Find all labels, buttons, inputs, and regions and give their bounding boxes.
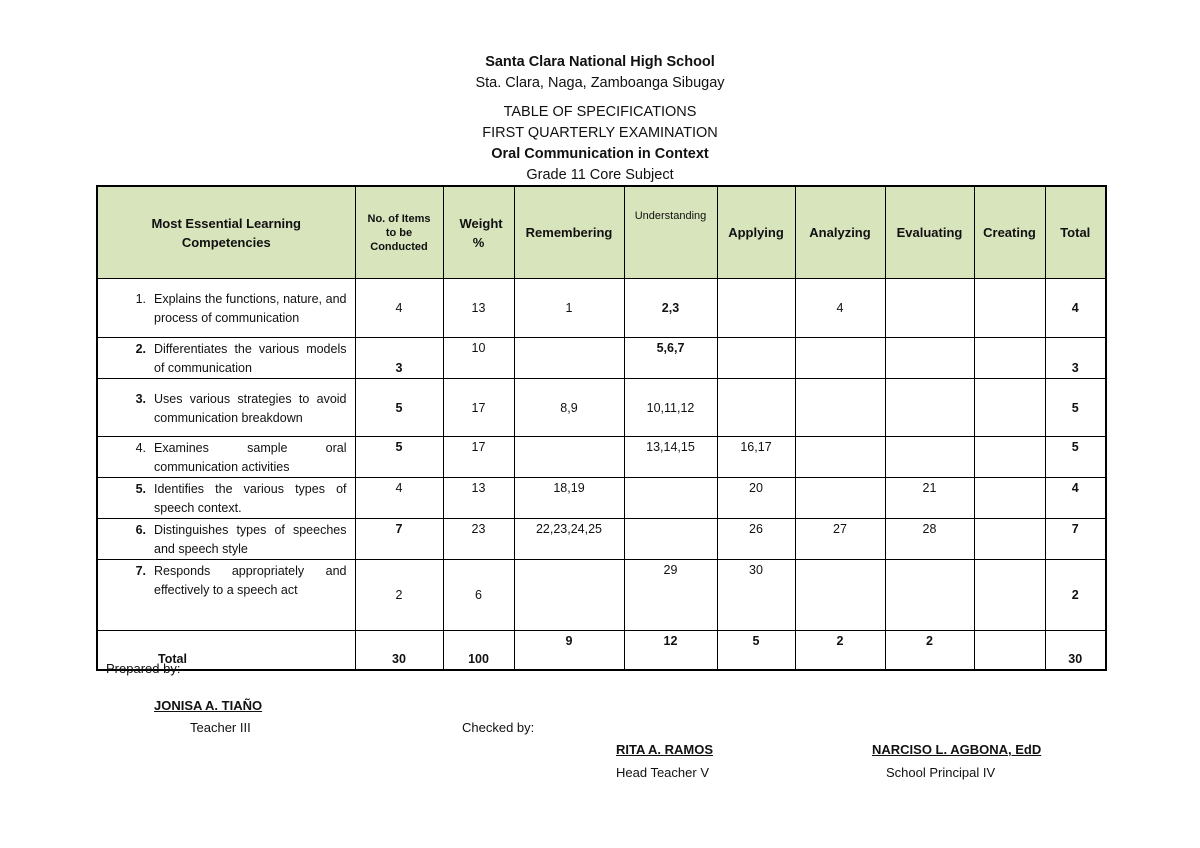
creating-cell [974, 437, 1045, 478]
preparer-title: Teacher III [190, 720, 251, 735]
row-number: 5. [135, 482, 146, 496]
analyzing-cell [795, 560, 885, 631]
prepared-by-label: Prepared by: [106, 661, 181, 676]
remembering-cell: 8,9 [514, 379, 624, 437]
totals-applying: 5 [717, 631, 795, 670]
items-cell: 4 [355, 279, 443, 338]
evaluating-cell [885, 338, 974, 379]
row-number: 2. [135, 342, 146, 356]
totals-row [97, 631, 1106, 670]
document-titles [0, 102, 1200, 186]
row-number: 3. [135, 391, 146, 406]
totals-label: Total [97, 631, 355, 670]
understanding-cell: 29 [624, 560, 717, 631]
applying-cell: 20 [717, 478, 795, 519]
competency-cell [97, 379, 355, 437]
col-remembering: Remembering [514, 186, 624, 279]
weight-cell: 13 [443, 478, 514, 519]
table-row [97, 338, 1106, 379]
specifications-table [96, 185, 1107, 671]
competency-cell [97, 519, 355, 560]
total-cell: 5 [1045, 379, 1106, 437]
table-row [97, 279, 1106, 338]
weight-cell: 13 [443, 279, 514, 338]
applying-cell [717, 338, 795, 379]
col-understanding: Understanding [624, 186, 717, 279]
competency-text: Responds appropriately and effectively to a speech act [154, 564, 347, 597]
row-number: 4. [135, 441, 146, 455]
evaluating-cell [885, 437, 974, 478]
weight-cell: 23 [443, 519, 514, 560]
total-cell: 7 [1045, 519, 1106, 560]
table-row [97, 478, 1106, 519]
analyzing-cell: 27 [795, 519, 885, 560]
total-cell: 2 [1045, 560, 1106, 631]
col-competencies: Most Essential Learning Competencies [97, 186, 355, 279]
items-cell: 2 [355, 560, 443, 631]
totals-items: 30 [355, 631, 443, 670]
creating-cell [974, 338, 1045, 379]
applying-cell [717, 279, 795, 338]
creating-cell [974, 478, 1045, 519]
col-creating: Creating [974, 186, 1045, 279]
understanding-cell: 10,11,12 [624, 379, 717, 437]
preparer-name: JONISA A. TIAÑO [154, 698, 263, 713]
competency-cell [97, 478, 355, 519]
weight-cell: 6 [443, 560, 514, 631]
document-header [0, 52, 1200, 94]
creating-cell [974, 279, 1045, 338]
col-items: No. of Items to be Conducted [355, 186, 443, 279]
analyzing-cell [795, 478, 885, 519]
applying-cell: 30 [717, 560, 795, 631]
evaluating-cell: 21 [885, 478, 974, 519]
totals-evaluating: 2 [885, 631, 974, 670]
remembering-cell [514, 560, 624, 631]
checker1-title: Head Teacher V [616, 765, 709, 780]
applying-cell: 26 [717, 519, 795, 560]
weight-cell: 17 [443, 379, 514, 437]
evaluating-cell [885, 560, 974, 631]
items-cell: 3 [355, 338, 443, 379]
exam-title: FIRST QUARTERLY EXAMINATION [482, 125, 718, 141]
competency-text: Explains the functions, nature, and process of communication [154, 292, 347, 325]
weight-cell: 10 [443, 338, 514, 379]
totals-remembering: 9 [514, 631, 624, 670]
analyzing-cell [795, 338, 885, 379]
understanding-cell [624, 519, 717, 560]
competency-text: Differentiates the various models of communication [154, 342, 347, 375]
totals-total: 30 [1045, 631, 1106, 670]
creating-cell [974, 560, 1045, 631]
col-applying: Applying [717, 186, 795, 279]
evaluating-cell: 28 [885, 519, 974, 560]
competency-text: Examines sample oral communication activities [154, 441, 347, 474]
totals-weight: 100 [443, 631, 514, 670]
competency-text: Uses various strategies to avoid communication breakdown [154, 391, 347, 425]
competency-text: Distinguishes types of speeches and speech style [154, 523, 347, 556]
items-cell: 5 [355, 379, 443, 437]
col-analyzing: Analyzing [795, 186, 885, 279]
row-number: 6. [135, 523, 146, 537]
checker2-name: NARCISO L. AGBONA, EdD [872, 742, 1042, 757]
col-weight: Weight % [443, 186, 514, 279]
checked-by-label: Checked by: [462, 720, 535, 735]
analyzing-cell [795, 437, 885, 478]
totals-creating [974, 631, 1045, 670]
competency-cell [97, 279, 355, 338]
col-total: Total [1045, 186, 1106, 279]
total-cell: 5 [1045, 437, 1106, 478]
col-evaluating: Evaluating [885, 186, 974, 279]
items-cell: 5 [355, 437, 443, 478]
total-cell: 4 [1045, 478, 1106, 519]
remembering-cell: 22,23,24,25 [514, 519, 624, 560]
doc-title: TABLE OF SPECIFICATIONS [503, 104, 697, 120]
understanding-cell: 13,14,15 [624, 437, 717, 478]
creating-cell [974, 519, 1045, 560]
creating-cell [974, 379, 1045, 437]
table-row [97, 437, 1106, 478]
table-header-row [97, 186, 1106, 279]
checker1-name: RITA A. RAMOS [616, 742, 714, 757]
competency-text: Identifies the various types of speech context. [154, 482, 347, 515]
row-number: 7. [135, 564, 146, 578]
table-row [97, 560, 1106, 631]
checker2-title: School Principal IV [886, 765, 996, 780]
school-name: Santa Clara National High School [485, 54, 715, 70]
remembering-cell [514, 338, 624, 379]
subject-title: Oral Communication in Context [491, 146, 709, 162]
analyzing-cell [795, 379, 885, 437]
applying-cell [717, 379, 795, 437]
table-row [97, 519, 1106, 560]
table-row [97, 379, 1106, 437]
weight-cell: 17 [443, 437, 514, 478]
competency-cell [97, 437, 355, 478]
applying-cell: 16,17 [717, 437, 795, 478]
analyzing-cell: 4 [795, 279, 885, 338]
competency-cell [97, 560, 355, 631]
remembering-cell: 18,19 [514, 478, 624, 519]
school-address: Sta. Clara, Naga, Zamboanga Sibugay [475, 75, 725, 91]
grade-title: Grade 11 Core Subject [526, 167, 674, 183]
understanding-cell: 2,3 [624, 279, 717, 338]
evaluating-cell [885, 279, 974, 338]
competency-cell [97, 338, 355, 379]
understanding-cell [624, 478, 717, 519]
items-cell: 7 [355, 519, 443, 560]
totals-understanding: 12 [624, 631, 717, 670]
total-cell: 4 [1045, 279, 1106, 338]
total-cell: 3 [1045, 338, 1106, 379]
remembering-cell: 1 [514, 279, 624, 338]
totals-analyzing: 2 [795, 631, 885, 670]
items-cell: 4 [355, 478, 443, 519]
understanding-cell: 5,6,7 [624, 338, 717, 379]
row-number: 1. [135, 292, 146, 306]
remembering-cell [514, 437, 624, 478]
evaluating-cell [885, 379, 974, 437]
